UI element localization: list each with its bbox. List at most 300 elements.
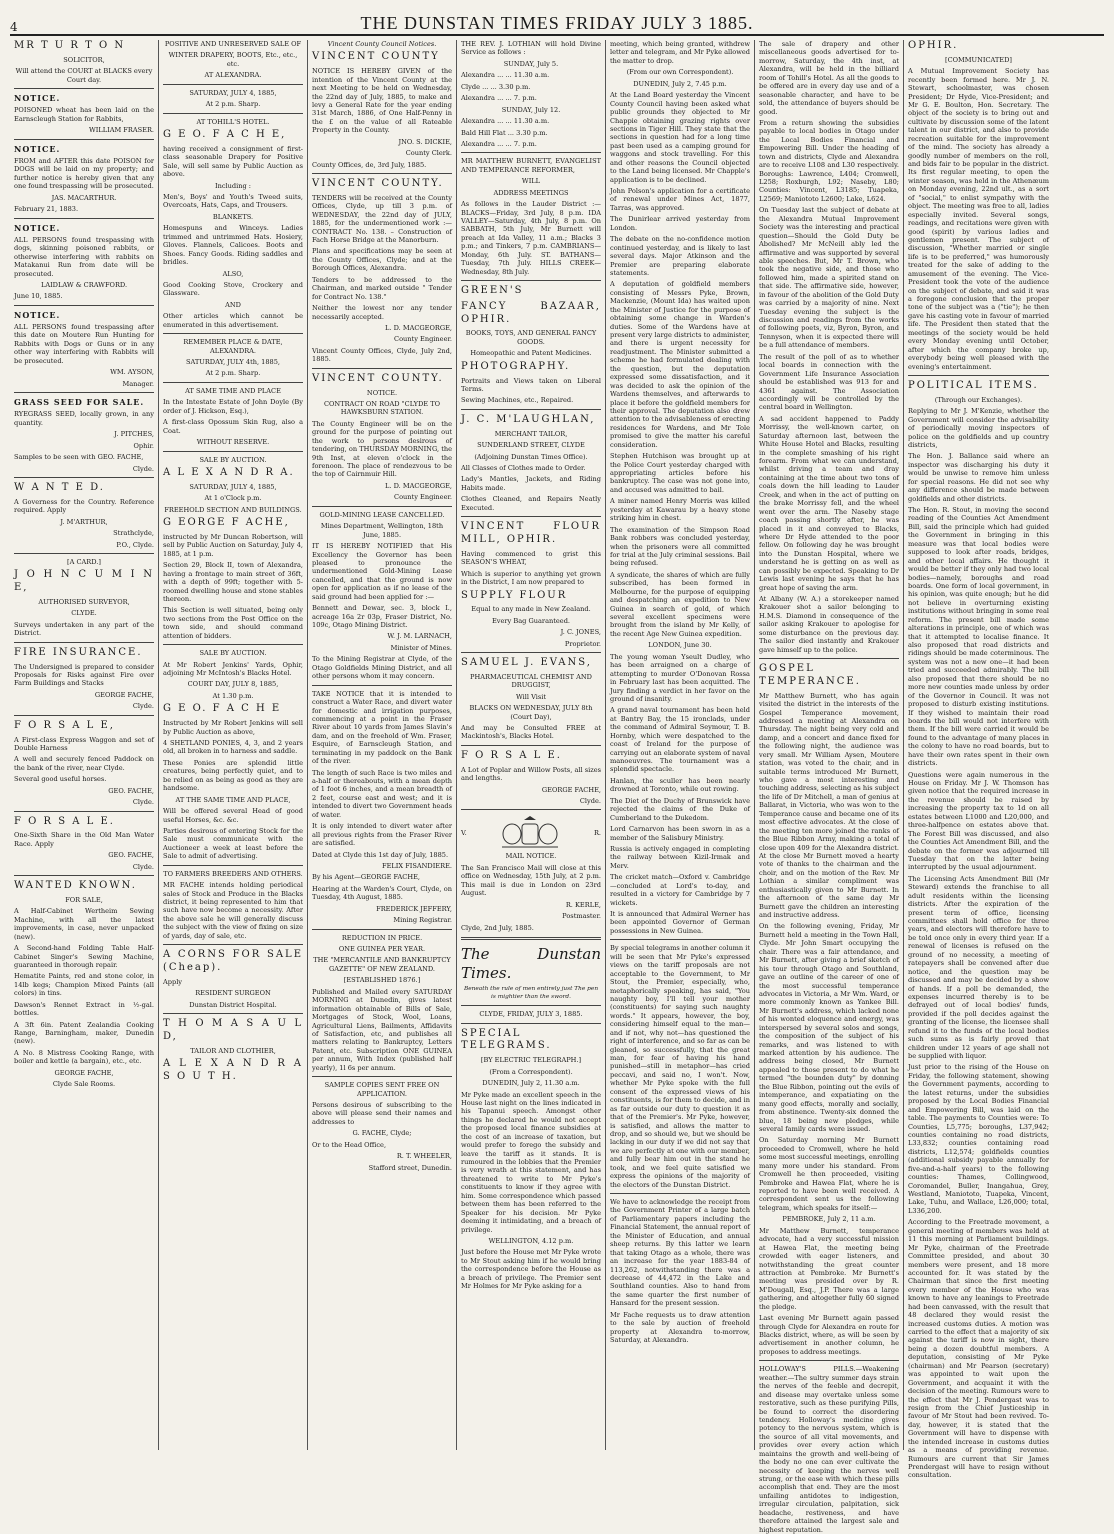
column-rule: [312, 685, 452, 686]
column-text: ALSO,: [222, 269, 244, 278]
column-text: W. J. M. LARNACH,: [387, 632, 452, 641]
notice-heading: VINCENT COUNTY.: [312, 372, 444, 384]
column-rule: [312, 506, 452, 507]
column-text: ALL PERSONS found trespassing with dogs, skinning poisoned rabbits, or otherwise interfering with rabbits on Matakanui Run from date will be prosecuted.: [14, 235, 154, 278]
notice-heading: J. C. M'LAUGHLAN,: [461, 413, 596, 425]
column-text: TAILOR AND CLOTHIER,: [190, 1046, 276, 1055]
column-text: County Offices, de, 3rd July, 1885.: [312, 160, 427, 169]
column-text: It is announced that Admiral Werner has been appointed Governor of German possessions in New Guinea.: [610, 910, 750, 935]
column-text: June 10, 1885.: [14, 292, 63, 301]
column-text: THE "MERCANTILE AND BANKRUPTCY GAZETTE" OF NEW ZEALAND.: [313, 956, 451, 973]
column-text: The County Engineer will be on the ground for the purpose of pointing out the work to persons desirous of tendering, on THURSDAY MORNING, the 9th Inst, at eleven o'clock in the forenoon. The place of rendezvous to be the top of Cairnmuir Hill.: [312, 419, 452, 479]
column-rule: [14, 553, 154, 554]
column-rule: [461, 809, 601, 810]
column-text: The examination of the Simpson Road Bank robbers was concluded yesterday, when the prisoners were all committed for trial at the July criminal sessions. Bail being refused.: [610, 525, 750, 568]
notice-heading: A L E X A N D R A S O U T H.: [163, 1058, 303, 1082]
column-text: BLACKS ON WEDNESDAY, JULY 8th (Court Day),: [469, 704, 593, 721]
column-text: A sad accident happened to Paddy Morrissy, the well-known carter, on Saturday afternoon last, between the White House Hotel and Blacks, resulting in the complete smashing of his right forearm. From what we can understand, whilst driving a team and dray containing at the time about two tons of coals down the hill leading to Lauder Creek, and when in the act of putting on the brake Morrissy fell, and the wheel went over the arm. The Naseby stage coach passing shortly after, he was placed in it and conveyed to Blacks, where Dr Hyde attended to the poor fellow. On following day he was brought into the Dunstan Hospital, where we understand he is getting on as well as can possibly be expected. Speaking to Dr Lewis last evening he says that he has great hope of saving the arm.: [759, 414, 899, 592]
notice-heading: F O R S A L E.: [14, 815, 115, 827]
column-rule: [461, 409, 601, 410]
column-text: Samples to be seen with GEO. FACHE,: [14, 453, 144, 462]
column-text: A deputation of goldfield members consisting of Messrs Pyke, Brown, Mackenzie, (Mount Ida) has waited upon the Minister of Justice for the purpose of obtaining some change in Warden's duties. Some of the Wardens have at present very large districts to administer, and there is urgent necessity for readjustment. The Minister submitted a scheme he had formulated dealing with the question, but the deputation expressed some dissatisfaction, and it was decided to ask the opinion of the Wardens themselves, and afterwards to place it before the goldfield members for their approval. The deputation also drew attention to the advisableness of erecting residences for Wardens, and Mr Tole promised to give the matter his careful consideration.: [610, 280, 750, 449]
column-text: A syndicate, the shares of which are fully subscribed, has been formed in Melbourne, for the purpose of equipping and despatching an expedition to New Guinea in search of gold, of which several excellent specimens were brought from the island by Mr Kelly, of the recent Age New Guinea expedition.: [610, 570, 750, 638]
column-text: REMEMBER PLACE & DATE, ALEXANDRA.: [183, 338, 283, 355]
column-text: Stephen Hutchison was brought up at the Police Court yesterday charged with appropriating articles before his bankruptcy. The case was not gone into, and accused was admitted to bail.: [610, 452, 750, 494]
column-text: A first-class Opossum Skin Rug, also a Coat.: [163, 418, 303, 435]
column-text: REDUCTION IN PRICE.: [341, 933, 423, 942]
notice-heading: GREEN'S: [461, 285, 524, 297]
column-text: Published and Mailed every SATURDAY MORNING at Dunedin, gives latest information obtainable of Bills of Sale, Mortgages of Stock, Wool, Loans, Agricultural Liens, Bailments, Affidavits of Satisfaction, etc, and publishes all matters relating to Bankruptcy, Letters Patent, etc. Subscription ONE GUINEA per annum, With Index (published half yearly), 1l 6s per annum.: [312, 987, 452, 1072]
column-text: All Classes of Clothes made to Order.: [461, 463, 586, 472]
column-text: Manager.: [122, 379, 154, 388]
column-text: Which is superior to anything yet grown in the District, I am now prepared to: [461, 569, 601, 587]
column-4: [457, 40, 606, 1450]
column-text: AND: [225, 300, 241, 309]
column-text: Good Cooking Stove, Crockery and Glassware.: [163, 280, 303, 298]
column-text: Sewing Machines, etc., Repaired.: [461, 396, 574, 405]
column-text: Hematite Paints, red and stone color, in 14lb kegs; Champion Mixed Paints (all colors) in tins.: [14, 972, 154, 998]
column-rule: [461, 516, 601, 517]
column-text: SOLICITOR,: [63, 55, 105, 64]
column-text: And may be Consulted FREE at Mackintosh's, Blacks Hotel.: [461, 724, 601, 741]
notice-heading: A L E X A N D R A.: [163, 466, 295, 478]
column-text: A 3ft 6in. Patent Zealandia Cooking Range, Barningham, maker, Dunedin (new).: [14, 1020, 154, 1046]
column-text: At 1.30 p.m.: [212, 691, 254, 700]
column-rule: [163, 1013, 303, 1014]
column-text: Vincent County Council Notices.: [327, 40, 437, 48]
column-text: One-Sixth Share in the Old Man Water Race. Apply: [14, 831, 154, 848]
column-text: POSITIVE AND UNRESERVED SALE OF: [164, 40, 302, 48]
column-text: The result of the poll of as to whether local boards in connection with the Government Life Insurance Association should be established was 913 for and 4361 against. The Association accordingly will be controlled by the central board in Wellington.: [759, 352, 899, 412]
column-text: As follows in the Lauder District :—BLACKS—Friday, 3rd July, 8 p.m. IDA VALLEY—Saturday, 4th July, 8 p.m. On SABBATH, 5th July, Mr Burnett will preach at Ida Valley, 11 a.m.; Blacks 3 p.m.; and Tinkers, 7 p.m. CAMBRIANS—Monday, 6th July. ST. BATHANS—Tuesday, 7th July. HILLS CREEK—Wednesday, 8th July.: [461, 200, 601, 276]
column-text: ADDRESS MEETINGS: [493, 188, 569, 197]
column-rule: [312, 368, 452, 369]
crest-right-letter: R.: [593, 829, 601, 838]
column-text: AT TOHILL'S HOTEL.: [196, 117, 270, 126]
column-text: Just before the House met Mr Pyke wrote to Mr Stout asking him if he would bring the correspondence before the House as a breach of privilege. The Premier sent Mr Holmes for Mr Pyke asking for a: [461, 1248, 601, 1291]
column-text: Russia is actively engaged in completing the railway between Kizil-Irmak and Merv.: [610, 844, 750, 870]
notice-heading: NOTICE.: [14, 93, 61, 104]
notice-heading: A CORNS FOR SALE (Cheap).: [163, 949, 303, 973]
column-text: At Albany (W. A.) a storekeeper named Krakouer shot a sailor belonging to H.M.S. Diamond in consequence of the sailor asking Krakouer to apologise for some disturbance on the previous day. The sailor died instantly and Krakouer gave himself up to the police.: [759, 595, 899, 654]
column-text: AT SAME TIME AND PLACE: [185, 386, 281, 395]
column-text: Clothes Cleaned, and Repairs Neatly Executed.: [461, 495, 601, 512]
column-text: FREEHOLD SECTION AND BUILDINGS.: [164, 505, 302, 514]
notice-heading: VINCENT COUNTY.: [312, 178, 444, 190]
column-text: Tenders to be addressed to the Chairman, and marked outside " Tender for Contract No. 138.": [312, 275, 452, 301]
column-1: [10, 40, 159, 1450]
column-text: Mining Registrar.: [393, 916, 452, 925]
column-text: These Ponies are splendid little creatures, being perfectly quiet, and to be relied on as being as good as they are handsome.: [163, 758, 303, 793]
column-rule: [163, 865, 303, 866]
column-text: SAMPLE COPIES SENT FREE ON APPLICATION.: [324, 1081, 440, 1098]
notice-heading: OPHIR.: [908, 40, 959, 51]
column-text: The debate on the no-confidence motion continued yesterday, and is likely to last several days. Major Atkinson and the Premier are preparing elaborate statements.: [610, 235, 750, 277]
column-rule: [163, 333, 303, 334]
column-text: FROM and AFTER this date POISON for DOGS will be laid on my property; and further notice is hereby given that any one found trespassing will be prosecuted.: [14, 156, 154, 191]
column-text: CLYDE.: [71, 609, 97, 618]
column-text: Hanlan, the sculler has been nearly drowned at Toronto, while out rowing.: [610, 776, 750, 794]
column-text: Section 29, Block II, town of Alexandra, having a frontage to main street of 36ft, with a depth of 99ft; together with 5-roomed dwelling house and stone stables thereon.: [163, 561, 303, 603]
notice-heading: WANTED KNOWN.: [14, 880, 137, 892]
column-text: SALE BY AUCTION.: [199, 455, 267, 464]
column-text: Alexandra ... ... 7. p.m.: [461, 139, 537, 148]
column-text: SATURDAY, JULY 4, 1885,: [189, 88, 277, 97]
column-text: Strathclyde,: [113, 529, 154, 538]
column-text: WILL: [521, 177, 541, 186]
column-rule: [461, 652, 601, 653]
column-text: Lord Carnarvon has been sworn in as a member of the Salisbury Ministry.: [610, 825, 750, 842]
column-text: At 2 p.m. Sharp.: [205, 369, 261, 378]
column-text: J. C. JONES,: [560, 628, 601, 637]
column-rule: [312, 929, 452, 930]
notice-heading: VINCENT COUNTY: [312, 51, 440, 63]
column-text: Just prior to the rising of the House on Friday, the following statement, showing the Government payments, according to the latest returns, under the subsidies proposed by the Local Bodies Financial and Empowering Bill, was laid on the table. The payments to Counties were: To Counties, L5,775; boroughs, L37,942; counties containing no road districts, L33,832; counties containing road districts, L12,574; goldfields counties (additional subsidy payable annually for five-and-a-half years) to the following counties: Thames, Collingwood, Coromandel, Buller, Inangahua, Grey, Westland, Maniototo, Tuapeka, Vincent, Lake, Tuhu, and Wallace, L26,000; total, L336,200.: [908, 1063, 1049, 1215]
notice-heading: J O H N C U M I N E,: [14, 569, 154, 594]
column-text: Last evening Mr Burnett again passed through Clyde for Alexandra en route for Blacks district, where, as will be seen by advertisement in another column, he proposes to address meetings.: [759, 1314, 899, 1356]
column-text: Every Bag Guaranteed.: [491, 616, 571, 625]
column-text: The Hon. J. Ballance said where an inspector was discharging his duty it would be unwise to remove him unless for special reasons. He did not see why any difference should be made between goldfields and other districts.: [908, 452, 1049, 503]
column-text: The sale of drapery and other miscellaneous goods advertised for to-morrow, Saturday, the 4th inst, at Alexandra, will be held in the billiard room of Tohill's Hotel. As all the goods to be offered are in every day use and of a seasonable character, and have to be sold, the attendance of buyers should be good.: [759, 40, 899, 116]
column-text: On the following evening, Friday, Mr Burnett held a meeting in the Town Hall, Clyde. Mr John Smart occupying the chair. There was a fair attendance, and Mr Burnett, after giving a brief sketch of his tour through Otago and Southland, gave an outline of the career of one of the most successful temperance advocates in Victoria, a Mr Wm. Ward, or more commonly known as Yankee Bill. Mr Burnett's address, which lacked none of his wonted eloquence and energy, was interspersed by several solos and songs, the composition of the subject of his remarks, and was listened to with marked attention by his audience. The address being closed, Mr Burnett appealed to those present to do what he termed "the bounden duty" by donning the Blue Ribbon, pointing out the evils of intemperance, and expatiating on the many good effects, morally and socially, from abstinence. Twenty-six donned the blue, 18 being new pledges, while several family cards were issued.: [759, 922, 899, 1133]
column-text: NOTICE IS HEREBY GIVEN of the intention of the Vincent County at the next Meeting to be held on Wednesday, the 22nd day of July, 1885, to make and levy a General Rate for the year ending 31st March, 1886, of One Half-Penny in the £ on the value of all Rateable Property in the County.: [312, 67, 452, 135]
column-text: J. M'ARTHUR,: [60, 517, 108, 526]
column-text: NOTICE.: [366, 388, 398, 397]
column-text: DUNEDIN, July 2, 11.30 a.m.: [482, 1079, 580, 1088]
column-text: The Dunstan Times.: [461, 944, 601, 983]
column-text: WM. AYSON,: [110, 368, 154, 377]
notice-heading: GOSPEL TEMPERANCE.: [759, 663, 861, 687]
column-rule: [14, 88, 154, 89]
column-text: A Half-Cabinet Wertheim Sewing Machine, with all the latest improvements, in case, never unpacked (new).: [14, 907, 154, 941]
column-text: Stafford street, Dunedin.: [368, 1163, 452, 1172]
column-text: Alexandra ... ... 11.30 a.m.: [461, 71, 550, 80]
column-text: (Adjoining Dunstan Times Office).: [474, 452, 588, 461]
column-text: R. KERLE,: [565, 900, 601, 909]
column-text: At 2 p.m. Sharp.: [205, 100, 261, 109]
column-text: LONDON, June 30.: [648, 641, 712, 650]
column-text: Several good useful horses.: [14, 775, 107, 784]
column-rule: [163, 944, 303, 945]
column-text: PHARMACEUTICAL CHEMIST AND DRUGGIST,: [470, 672, 592, 690]
column-text: Homeopathic and Patent Medicines.: [470, 349, 592, 358]
column-text: Persons desirous of subscribing to the above will please send their names and addresses to: [312, 1101, 452, 1126]
column-text: [COMMUNICATED]: [945, 55, 1012, 64]
column-text: Clyde ... ... 3.30 p.m.: [461, 82, 531, 91]
column-text: FREDERICK JEFFERY,: [376, 904, 452, 913]
column-rule: [461, 280, 601, 281]
column-rule: [461, 152, 601, 153]
column-text: ALL PERSONS found trespassing after this date on Moutere Run Hunting for Rabbits with Dogs or Guns or in any other way interfering with Rabbits will be prosecuted.: [14, 323, 154, 365]
column-text: CLYDE, FRIDAY, JULY 3, 1885.: [479, 1010, 583, 1019]
column-text: Proprietor.: [564, 639, 601, 648]
column-rule: [14, 392, 154, 393]
column-text: SUNDERLAND STREET, CLYDE: [477, 441, 585, 450]
column-text: MAIL NOTICE.: [505, 852, 557, 861]
column-rule: [163, 644, 303, 645]
column-text: ONE GUINEA PER YEAR.: [338, 945, 426, 954]
column-text: Postmaster.: [562, 912, 601, 921]
column-text: By his Agent—GEORGE FACHE,: [312, 873, 420, 882]
column-text: [BY ELECTRIC TELEGRAPH.]: [480, 1056, 582, 1065]
column-text: WELLINGTON, 4.12 p.m.: [488, 1236, 574, 1245]
column-text: Replying to Mr J. M'Kenzie, whether the Government will consider the advisability of periodically moving inspectors of police on the goldfields and up country districts,: [908, 407, 1049, 449]
column-rule: [759, 1360, 899, 1361]
column-text: FOR SALE,: [65, 895, 103, 904]
column-6: [755, 40, 904, 1534]
column-text: The cricket match—Oxford v. Cambridge —concluded at Lord's to-day, and resulted in a victory for Cambridge by 7 wickets.: [610, 873, 750, 907]
column-text: Questions were again numerous in the House on Friday. Mr J. W. Thomson has given notice that the required increase in the revenue should be raised by increasing the property tax to 1d on all estates between L1000 and L20,000, and three-halfpence on estates above that. The Forest Bill was discussed, and also the Counties Act Amendment Bill, and the debate on the former was adjourned till Tuesday that on the latter being interrupted by the usual adjournment.: [908, 770, 1049, 872]
column-rule: [14, 139, 154, 140]
column-text: The young woman Yseult Dudley, who has been arraigned on a charge of attempting to murder O'Donovan Rossa in February last has been acquitted. The Jury finding a verdict in her favor on the ground of insanity.: [610, 652, 750, 703]
column-text: HOLLOWAY'S PILLS.—Weakening weather.—The sultry summer days strain the nerves of the feeble and decrepit, and disease may overtake unless some restorative, such as these purifying Pills, be found to correct the disordering tendency. Holloway's medicine gives potency to the nervous system, which is the source of all vital movements, and provides over every action which maintains the growth and well-being of the body no one can ever cultivate the necessity of keeping the nerves well strung, or the ease with which these pills accomplish that end. They are the most unfailing antidotes to indigestion, irregular circulation, palpitation, sick headache, restiveness, and have therefore attained the largest sale and highest reputation.: [759, 1365, 899, 1534]
column-text: County Clerk.: [405, 149, 452, 158]
column-text: A miner named Henry Morris was killed yesterday at Kawarau by a heavy stone striking him in chest.: [610, 497, 750, 523]
column-text: TENDERS will be received at the County Offices, Clyde, up till 3 p.m. of WEDNESDAY, the 22nd day of JULY, 1885, for the undermentioned work :—CONTRACT No. 138. – Construction of Fach Horse Bridge at the Manorburn.: [312, 193, 452, 245]
column-text: A Second-hand Folding Table Half-Cabinet Singer's Sewing Machine, guaranteed in thorough repair.: [14, 944, 154, 969]
column-text: Mines Department, Wellington, 18th June, 1885.: [320, 522, 444, 539]
column-text: Alexandra ... ... 7. p.m.: [461, 94, 537, 103]
column-text: From a return showing the subsidies payable to local bodies in Otago under the Local Bodies Financial and Empowering Bill. Under the heading of town and districts, Clyde and Alexandra are to receive L108 and L30 respectively. Boroughs: Lawrence, L404; Cromwell, L258; Roxburgh, L92; Naseby, L80; Counties: Vincent, L3185; Tuapeka, L2569; Maniototo L2600; Lake, L624.: [759, 118, 899, 203]
column-text: Homespuns and Winceys. Ladies trimmed and untrimmed Hats. Hosiery, Gloves. Flannels, Calicoes. Boots and Shoes. Fancy Goods. Riding saddles and bridles.: [163, 224, 303, 267]
column-text: It is only intended to divert water after all previous rights from the Fraser River are satisfied.: [312, 822, 452, 848]
column-rule: [461, 1023, 601, 1024]
column-text: Clyde.: [132, 798, 154, 807]
column-text: GEORGE FACHE,: [541, 785, 601, 794]
column-text: WILLIAM FRASER.: [88, 126, 154, 135]
column-text: R. T. WHEELER,: [396, 1152, 452, 1161]
column-text: Dunstan District Hospital.: [189, 1000, 277, 1009]
column-rule: [610, 939, 750, 940]
column-text: Dated at Clyde this 1st day of July, 1885.: [312, 850, 449, 859]
column-text: Surveys undertaken in any part of the District.: [14, 620, 154, 638]
column-text: This Section is well situated, being only two sections from the Post Office on the town side, and should command attention of bidders.: [163, 606, 303, 640]
column-text: WITHOUT RESERVE.: [196, 438, 270, 447]
column-text: 4 SHETLAND PONIES, 4, 3, and 2 years old, all broken in to harness and saddle.: [163, 739, 303, 756]
column-text: SUNDAY, July 5.: [503, 59, 559, 68]
column-rule: [461, 745, 601, 746]
column-3: [308, 40, 457, 1450]
column-rule: [14, 715, 154, 716]
column-text: COURT DAY, JULY 8, 1885,: [187, 680, 279, 689]
column-text: THE REV. J. LOTHIAN will hold Divine Service as follows :: [461, 40, 601, 57]
column-text: A well and securely fenced Paddock on the bank of the river, near Clyde.: [14, 755, 154, 772]
column-text: BOOKS, TOYS, AND GENERAL FANCY GOODS.: [465, 329, 597, 346]
column-text: Portraits and Views taken on Liberal Terms.: [461, 376, 601, 393]
column-text: Will be offered several Head of good useful Horses, &c. &c.: [163, 807, 303, 824]
column-text: MR FACHE intends holding periodical sales of Stock and Produce in the Blacks district, it being represented to him that such have now become a necessity. After the above sale he will generally discuss the subject with the view of fixing on size of yards, day of sale, etc.: [163, 881, 303, 940]
column-text: L. D. MACGEORGE,: [385, 323, 452, 332]
column-text: Clyde.: [132, 702, 154, 711]
column-text: A No. 8 Mistress Cooking Range, with boiler and kettle (a bargain), etc., etc.: [14, 1048, 154, 1066]
column-rule: [163, 84, 303, 85]
notice-heading: PHOTOGRAPHY.: [461, 360, 571, 372]
column-text: We have to acknowledge the receipt from the Government Printer of a large batch of Parliamentary papers including the Financial Statement, the annual report of the Minister of Education, and annual sheep returns. By this latter we learn that taking Otago as a whole, there was an increase for the year 1883-84 of 113,262, notwithstanding there was a decrease of 44,472 in the Lake and Southland counties. Also to hand from the same quarter the first number of Hansard for the present session.: [610, 1198, 750, 1308]
column-text: MERCHANT TAILOR,: [494, 429, 568, 438]
column-text: The length of such Race is two miles and a-half or thereabouts, with a mean depth of 1 foot 6 inches, and a mean breadth of 2 feet, course east and west; and it is intended to divert two Government heads of water.: [312, 768, 452, 819]
column-text: Clyde.: [579, 797, 601, 806]
notice-heading: FANCY BAZAAR, OPHIR.: [461, 300, 601, 325]
column-text: February 21, 1883.: [14, 205, 79, 214]
column-text: SALE BY AUCTION.: [199, 649, 267, 658]
column-text: (Through our Exchanges).: [934, 395, 1023, 404]
column-rule: [14, 642, 154, 643]
column-text: GOLD-MINING LEASE CANCELLED.: [319, 510, 445, 519]
column-text: GEORGE FACHE,: [54, 1068, 114, 1077]
column-text: [A CARD.]: [67, 557, 101, 566]
column-text: John Polson's application for a certificate of renewal under Mines Act, 1877, Tarras, was approved.: [610, 187, 750, 212]
column-text: GEO. FACHE,: [108, 851, 154, 860]
notice-heading: G E O. F A C H E,: [163, 129, 287, 141]
column-text: In the Intestate Estate of John Doyle (By order of J. Hickson, Esq.),: [163, 398, 303, 415]
column-7: [904, 40, 1053, 1480]
column-text: The San Francisco Mail will close at this office on Wednesday, 15th July, at 2 p.m. This mail is due in London on 23rd August.: [461, 863, 601, 898]
royal-crest: [461, 816, 601, 850]
notice-heading: T H O M A S A U L D,: [163, 1018, 303, 1042]
notice-heading: GRASS SEED FOR SALE.: [14, 397, 145, 408]
column-text: Mr Fache requests us to draw attention to the sale by auction of freehold property at Alexandra to-morrow, Saturday, at Alexandra.: [610, 1310, 750, 1344]
column-text: SATURDAY, JULY 4, 1885,: [189, 482, 277, 491]
column-rule: [14, 218, 154, 219]
notice-heading: W A N T E D.: [14, 481, 105, 493]
newspaper-page: [10, 8, 1104, 1534]
column-text: LAIDLAW & CRAWFORD.: [40, 280, 128, 289]
notice-heading: FIRE INSURANCE.: [14, 646, 143, 658]
column-text: BLANKETS.: [212, 212, 254, 221]
notice-heading: F O R S A L E.: [461, 749, 562, 761]
column-text: Bald Hill Flat ... 3.30 p.m.: [461, 128, 548, 137]
column-text: Will Visit: [516, 692, 546, 701]
column-rule: [163, 382, 303, 383]
column-text: Mr Pyke made an excellent speech in the House last night on the lines indicated in his Tapanui speech. Amongst other things he declared he would not accept the proposed local finance subsidies at the cost of an increase of taxation, but would prefer to forego the subsidy and leave the tariff as it stands. It is rumoured in the lobbies that the Premier is very wrath at this statement, and has threatened to write to Mr Pyke's constituents to know if they agree with him. Some correspondence which passed between them has been referred to the Speaker for his decision. Mr Pyke deeming it intimidating, and a breach of privilege.: [461, 1090, 601, 1234]
notice-heading: MR T U R T O N: [14, 40, 126, 51]
column-text: County Engineer.: [394, 335, 452, 344]
column-text: By special telegrams in another column it will be seen that Mr Pyke's expressed views on the tariff proposals are not acceptable to the Government, to Mr Stout, the Premier, especially, who, metaphorically speaking, has said, "You naughty boy, I'll tell your mother (constituents) for saying such naughty words." It appears, however, the boy, considering himself equal to the man—and if not, why not—has questioned the right of interference, and so far as can be gleaned, so successfully, that the great man, for fear of having his hand punished—still in metaphor—has cried peccavi, and said no, I won't. Now, whether Mr Pyke spoke with the full consent of the expressed views of his constituents, is for them to decide, and in as far outside our duty to question it as that of the Premier's. Mr Pyke, however, is satisfied, and allows the matter to drop, and so should we, but we should be lacking in our duty if we did not say that we are perfectly at one with our member, and fully bear him out in the stand he took, and we feel quite satisfied we express the opinions of the majority of the electors of the Dunstan District.: [610, 944, 750, 1189]
column-rule: [14, 305, 154, 306]
coat-of-arms-icon: [500, 816, 560, 850]
column-text: The Undersigned is prepared to consider Proposals for Risks against Fire over Farm Buildings and Stacks: [14, 662, 154, 688]
column-text: AT ALEXANDRA.: [204, 71, 262, 80]
column-2: [159, 40, 308, 1450]
column-text: meeting, which being granted, withdrew letter and telegram, and Mr Pyke allowed the matter to drop.: [610, 40, 750, 65]
column-text: POISONED wheat has been laid on the Earnscleugh Station for Rabbits,: [14, 106, 154, 123]
column-rule: [461, 937, 601, 940]
column-rule: [461, 1005, 601, 1006]
crest-left-letter: V.: [461, 829, 467, 838]
column-text: Mr Matthew Burnett, who has again visited the district in the interests of the Gospel Temperance movement, addressed a meeting at Alexandra on Thursday. The night being very cold and damp, and a concert and dance fixed for the following night, the audience was very small. Mr William Aysen, Moutere station, was voted to the chair, and in suitable terms introduced Mr Burnett, who gave a most interesting and touching address, selecting as his subject the life of Dr Mitchell, a man of genius at Ballarat, in Victoria, who was won to the Temperance cause and became one of its most effective advocates. At the close of the meeting ten more joined the ranks of the Blue Ribbon Army, making a total of close upon 409 for the Alexandra district. At the close Mr Burnett moved a hearty vote of thanks to the chairman and the choir, and on the motion of the Rev. Mr Lothian a similar compliment was enthusiastically given to Mr Burnett. In the afternoon of the same day Mr Burnett gave the children an interesting and instructive address.: [759, 691, 899, 920]
column-rule: [610, 1193, 750, 1194]
column-text: P.O., Clyde.: [116, 540, 154, 549]
column-text: A Mutual Improvement Society has recently been formed here. Mr J. N. Stewart, schoolmaster, was chosen President; Dr Hyde, Vice-President; and Mr G. E. Boulton, Hon. Secretary. The object of the society is to bring out and cultivate by discussion some of the latent talent in our district, and also to provide recreation suitable for the improvement of the mind. The society has already a goodly number of members on the roll, and bids fair to be popular in the district. Its first regular meeting, to open the winter season, was held in the Athenæum on Monday evening, 22nd ult., as a sort of "social," to enlist sympathy with the object. The meeting was free to all, ladies especially invited. Several songs, readings, and recitations were given with good (spirit) by various ladies and gentlemen present. The subject of discussion, "Whether married or single life is to be preferred," was humorously treated for the sake of adding to the amusement of the evening. The Vice-President took the vote of the audience on the subject of debate, and said it was a foregone conclusion that the proper tone of the subject was a ("tie"); he then gave his casting vote in favour of married life. The President then stated that the meetings of the society would be held every Monday evening until October, after which the company broke up, everybody being well pleased with the evening's entertainment.: [908, 67, 1049, 371]
notice-heading: SAMUEL J. EVANS,: [461, 657, 592, 669]
column-text: Or to the Head Office,: [312, 1140, 387, 1149]
column-text: Including :: [214, 181, 251, 190]
column-text: At Mr Robert Jenkins' Yards, Ophir, adjoining Mr McIntosh's Blacks Hotel.: [163, 660, 303, 678]
notice-heading: G EORGE F ACHE,: [163, 517, 290, 529]
notice-heading: SUPPLY FLOUR: [461, 589, 568, 601]
column-text: AUTHORISED SURVEYOR,: [38, 597, 130, 606]
column-text: Bennett and Dewar, sec. 3, block I., acreage 16a 2r 03p, Fraser District, No. 109c, Otago Mining District.: [312, 604, 452, 630]
column-text: Having commenced to grist this SEASON'S WHEAT,: [461, 549, 601, 567]
column-text: The Diet of the Duchy of Brunswick have rejected the claims of the Duke of Cumberland to the Dukedom.: [610, 796, 750, 822]
column-text: Clyde Sale Rooms.: [52, 1080, 116, 1089]
columns: [10, 40, 1104, 1534]
column-5: [606, 40, 755, 1450]
column-text: On Tuesday last the subject of debate at the Alexandra Mutual Improvement Society was the interesting and practical question—Should the Gold Duty be Abolished? Mr McNeill ably led the affirmative and was supported by several able speeches. But, Mr T. Brown, who took the negative side, and those who followed him, made a spirited stand on that side. The affirmative side, however, in favour of the abolition of the Gold Duty was carried by a majority of nine. Next Tuesday evening the subject is the discussion and readings from the works of following poets, viz, Byron, Byron, and Tennyson, when it is expected there will be a full attendance of members.: [759, 206, 899, 350]
column-rule: [14, 477, 154, 478]
column-text: Clyde.: [132, 862, 154, 871]
masthead-title: THE DUNSTAN TIMES FRIDAY JULY 3 1885.: [360, 13, 754, 33]
notice-heading: NOTICE.: [14, 222, 61, 233]
column-text: TAKE NOTICE that it is intended to construct a Water Race, and divert water for domestic and irrigation purposes, commencing at a point in the Fraser River about 10 yards from James Slavin's dam, and on the freehold of Wm. Fraser, Esquire, of Earnscleugh Station, and terminating in my paddock on the Bank of the river.: [312, 689, 452, 766]
column-text: A grand naval tournament has been held at Bantry Bay, the 15 ironclads, under the command of Admiral Seymour, T. B. Hornby, which were despatched to the coast of Ireland for the purpose of carrying out an elaborate system of naval manoeuvres. The tournament was a splendid spectacle.: [610, 706, 750, 774]
notice-heading: NOTICE.: [14, 309, 61, 320]
column-text: JAS. MACARTHUR.: [51, 193, 117, 202]
column-text: AT THE SAME TIME AND PLACE,: [175, 795, 291, 804]
column-text: L. D. MACGEORGE,: [385, 481, 452, 490]
column-text: MR MATTHEW BURNETT, EVANGELIST AND TEMPERANCE REFORMER,: [461, 157, 601, 174]
column-text: Hearing at the Warden's Court, Clyde, on Tuesday, 4th August, 1885.: [312, 884, 452, 902]
column-text: Lady's Mantles, Jackets, and Riding Habits made.: [461, 475, 601, 492]
column-text: CONTRACT ON ROAD "CLYDE TO HAWKSBURN STATION.: [323, 399, 441, 417]
column-rule: [163, 113, 303, 114]
column-text: According to the Freetrade movement, a general meeting of members was held at 11 this morning at Parliament buildings. Mr Pyke, chairman of the Freetrade Committee presided, and about 30 members were present, and 18 more accounted for. It was stated by the Chairman that since the first meeting every member of the House who was known to have any leanings to Freetrade had been canvassed, with the result that 48 declared they would resist the increased customs duties. A motion was carried to the effect that a majority of six against the tariff is now in sight, there being a dozen doubtful members. A deputation, consisting of Mr Pyke (chairman) and Mr Pearson (secretary) was appointed to wait upon the Government, and acquaint it with the decision of the meeting. Rumours were to the effect that Mr J. Pendergast was to resign from the Chief Justiceship in favour of Mr Stout had been revived. To-day, however, it is stated that the Government will have to dispense with the intended increase in customs duties as a means of providing revenue. Rumours are current that Sir James Prendergast will have to resign without consultation.: [908, 1218, 1049, 1480]
notice-heading: POLITICAL ITEMS.: [908, 379, 1039, 391]
column-rule: [14, 811, 154, 812]
column-text: [ESTABLISHED 1876.]: [343, 976, 421, 985]
column-text: Equal to any made in New Zealand.: [471, 605, 591, 614]
column-text: Apply: [163, 977, 183, 986]
column-text: instructed by Mr Duncan Robertson, will sell by Public Auction on Saturday, July 4, 1885, at 1 p.m.: [163, 532, 303, 558]
column-text: A Governess for the Country. Reference required. Apply: [14, 497, 154, 515]
column-text: Minister of Mines.: [390, 643, 452, 652]
masthead: [10, 8, 1104, 36]
column-text: Clyde, 2nd July, 1885.: [461, 923, 534, 932]
column-text: The Dunirlear arrived yesterday from London.: [610, 215, 750, 232]
column-text: Ophir.: [133, 441, 154, 450]
notice-heading: VINCENT FLOUR MILL, OPHIR.: [461, 521, 601, 545]
column-text: A First-class Express Waggon and set of Double Harness: [14, 735, 154, 752]
column-text: Parties desirous of entering Stock for the Sale must communicate with the Auctioneer a week at least before the Sale to admit of advertising.: [163, 826, 303, 861]
column-rule: [312, 1076, 452, 1077]
column-text: At the Land Board yesterday the Vincent County Council having been asked what public grounds they objected to Mr Chappie obtaining grazing rights over sections in Tiger Hill. They state that the sections in question had for a long time past been used as a camping ground for waggons and stock travelling. For this and other reasons the Council objected to the Land being licensed. Mr Chapple's application is to be declined.: [610, 91, 750, 184]
column-text: GEORGE FACHE,: [94, 690, 154, 699]
column-text: (From a Correspondent).: [489, 1067, 573, 1076]
column-text: To the Mining Registrar at Clyde, of the Otago Goldfields Mining District, and all other persons whom it may concern.: [312, 655, 452, 681]
column-text: having received a consignment of first-class seasonable Drapery for Positive Sale, will sell same by Public Auction as above.: [163, 144, 303, 179]
column-text: PEMBROKE, July 2, 11 a.m.: [782, 1215, 876, 1224]
column-rule: [908, 375, 1049, 376]
column-text: The Hon. R. Stout, in moving the second reading of the Counties Act Amendment Bill, said the principle which had guided the Government in bringing in this measure was that local bodies were supposed to look after roads, bridges, and other local affairs. He thought it would be better if they only had two local bodies—namely, boroughs and road boards. One form of local government, in his opinion, was quite enough; but he did not believe in overturning existing institutions without bringing in some real reform. The present bill made some alterations in principle, one of which was that it attempted to localise finance. It also proposed that road districts and ridings should be made coterminous. The system was not a new one—it had been tried and succeeded admirably. The bill also proposed that there should be no more new counties made unless by order of the Governor in Council. It was not proposed to disturb existing institutions. If they wished to maintain their road boards the bill would not interfere with them. If the bill were carried it would be found to the advantage of many places in the colony to have no road boards, but to have their own rates spent in their own districts.: [908, 506, 1049, 768]
column-text: Clyde.: [132, 464, 154, 473]
column-text: SUNDAY, July 12.: [501, 105, 561, 114]
page-number: 4: [10, 20, 18, 34]
notice-heading: F O R S A L E,: [14, 719, 115, 731]
column-text: TO FARMERS BREEDERS AND OTHERS.: [163, 869, 303, 878]
column-text: RYEGRASS SEED, locally grown, in any quantity.: [14, 410, 154, 427]
column-text: Will attend the COURT at BLACKS every Court day.: [15, 67, 153, 84]
column-text: IT IS HEREBY NOTIFIED that His Excellency the Governor has been pleased to pronounce the undermentioned Gold-Mining Lease cancelled, and that the ground is now open for application as if no lease of the said ground had been applied for :—: [312, 542, 452, 601]
column-text: Alexandra ... ... 11.30 a.m.: [461, 117, 550, 126]
column-text: JNO. S. DICKIE,: [398, 137, 452, 146]
column-text: J. PITCHES,: [114, 430, 154, 439]
column-text: Mr Matthew Burnett, temperance advocate, had a very successful mission at Hawea Flat, the meeting being crowded with eager listeners, and notwithstanding the great counter attraction at Pembroke. Mr Burnett's meeting was presided over by R. M'Dougall, Esq., J.P. There was a large gathering, and altogether fully 60 signed the pledge.: [759, 1226, 899, 1311]
column-rule: [163, 451, 303, 452]
column-text: Other articles which cannot be enumerated in this advertisement.: [163, 312, 303, 329]
column-text: FELIX FISANDIERE.: [382, 861, 452, 870]
column-text: Instructed by Mr Robert Jenkins will sell by Public Auction as above,: [163, 719, 303, 736]
column-text: DUNEDIN, July 2, 7.45 p.m.: [633, 79, 727, 88]
